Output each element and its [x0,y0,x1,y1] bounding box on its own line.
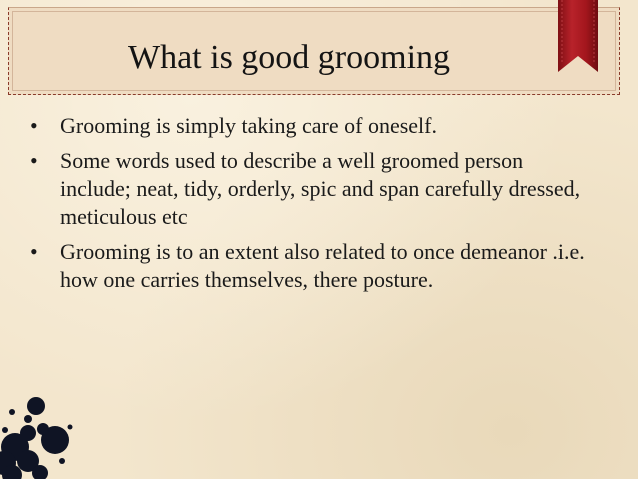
slide-title: What is good grooming [128,39,451,76]
ink-splatter-icon [0,385,90,479]
bullet-text: Some words used to describe a well groomed person include; neat, tidy, orderly, spic and span carefully dressed, meticulous etc [60,148,581,229]
bullet-item [30,238,590,294]
bullet-dot-icon: • [30,148,38,173]
bullet-item [30,112,590,140]
bullet-text: Grooming is simply taking care of oneself. [60,113,437,138]
bullet-item [30,147,590,231]
bullet-dot-icon: • [30,113,38,138]
bookmark-ribbon-icon [558,0,598,74]
bullet-list [30,112,590,301]
bullet-dot-icon: • [30,239,38,264]
bullet-text: Grooming is to an extent also related to once demeanor .i.e. how one carries themselves, there posture. [60,239,585,292]
